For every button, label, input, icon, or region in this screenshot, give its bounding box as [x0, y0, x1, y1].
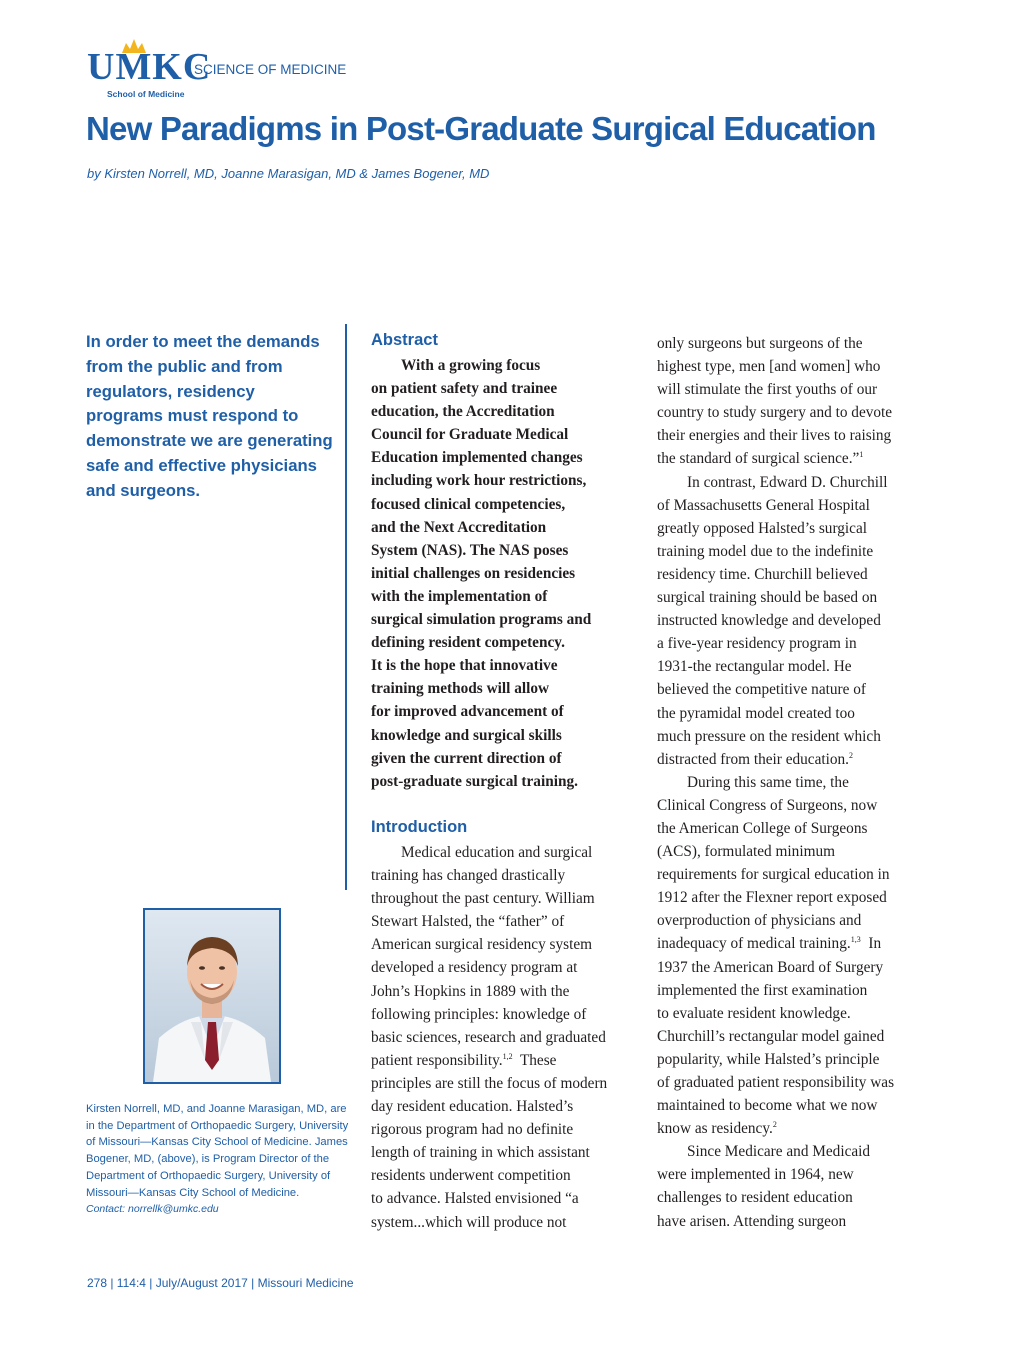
col3-line: instructed knowledge and developed — [657, 612, 881, 630]
intro-line: rigorous program had no definite — [371, 1121, 574, 1139]
intro-line: Medical education and surgical — [401, 844, 593, 861]
umkc-logo: UMKC — [87, 46, 212, 88]
col3-line: 1912 after the Flexner report exposed — [657, 889, 887, 907]
intro-line: John’s Hopkins in 1889 with the — [371, 982, 570, 1000]
col3-line: Clinical Congress of Surgeons, now — [657, 796, 878, 814]
abstract-line: Education implemented changes — [371, 449, 583, 467]
author-photo — [143, 908, 281, 1084]
abstract-heading: Abstract — [371, 331, 438, 349]
col3-line-text: know as residency. — [657, 1120, 773, 1138]
col3-line: much pressure on the resident which — [657, 727, 881, 745]
caption-contact: Contact: norrellk@umkc.edu — [86, 1203, 219, 1216]
abstract-line: knowledge and surgical skills — [371, 726, 562, 744]
citation-ref: 2 — [772, 1120, 777, 1130]
col3-line: country to study surgery and to devote — [657, 404, 893, 422]
col3-line: were implemented in 1964, new — [657, 1166, 854, 1184]
abstract-line: With a growing focus — [401, 357, 541, 374]
intro-line — [371, 1049, 607, 1072]
logo-school-label: School of Medicine — [107, 89, 185, 99]
col3-line: 1937 the American Board of Surgery — [657, 958, 884, 976]
col3-line: believed the competitive nature of — [657, 681, 866, 699]
abstract-line: and the Next Accreditation — [371, 518, 547, 536]
col3-line: (ACS), formulated minimum — [657, 843, 836, 861]
col3-line: residency time. Churchill believed — [657, 565, 868, 583]
abstract-line: education, the Accreditation — [371, 403, 555, 421]
introduction-heading: Introduction — [371, 818, 468, 836]
caption-text: Kirsten Norrell, MD, and Joanne Marasigan, MD, are in the Department of Orthopaedic Surgery, University of Missouri—Kansas City School of Medicine. James Bogener, MD, (above), is Program Director of the Department of Orthopaedic Surgery, University of Missouri—Kansas City School of Medicine. — [86, 1103, 349, 1199]
intro-line: developed a residency program at — [371, 959, 578, 977]
column-three — [657, 332, 894, 1233]
intro-line: residents underwent competition — [371, 1167, 571, 1185]
intro-line: American surgical residency system — [371, 936, 593, 954]
col3-line: During this same time, the — [687, 773, 849, 791]
col3-line: challenges to resident education — [657, 1189, 853, 1207]
citation-ref: 1,3 — [850, 935, 861, 945]
introduction-body — [371, 841, 607, 1234]
col3-line: their energies and their lives to raising — [657, 427, 892, 445]
col3-line: the American College of Surgeons — [657, 819, 868, 837]
abstract-line: Council for Graduate Medical — [371, 426, 569, 444]
page-footer: 278 | 114:4 | July/August 2017 | Missouri Medicine — [87, 1276, 354, 1290]
col3-line: In contrast, Edward D. Churchill — [687, 473, 888, 491]
col3-line: popularity, while Halsted’s principle — [657, 1050, 880, 1068]
citation-ref: 1 — [859, 450, 864, 460]
col3-line: Since Medicare and Medicaid — [687, 1143, 871, 1161]
abstract-line: initial challenges on residencies — [371, 564, 576, 582]
intro-line: training has changed drastically — [371, 867, 566, 885]
intro-line: day resident education. Halsted’s — [371, 1098, 574, 1116]
intro-line: length of training in which assistant — [371, 1144, 590, 1162]
intro-line-tail: These — [519, 1051, 557, 1069]
intro-line: throughout the past century. William — [371, 890, 595, 908]
photo-caption — [86, 1101, 354, 1218]
col3-line-text: inadequacy of medical training. — [657, 935, 851, 953]
col3-line — [657, 932, 894, 955]
col3-line: maintained to become what we now — [657, 1097, 878, 1115]
col3-line: will stimulate the first youths of our — [657, 381, 878, 399]
intro-line: principles are still the focus of modern — [371, 1074, 608, 1092]
col3-line: greatly opposed Halsted’s surgical — [657, 519, 868, 537]
col3-line: only surgeons but surgeons of the — [657, 335, 863, 352]
section-label: SCIENCE OF MEDICINE — [194, 62, 347, 77]
abstract-line: defining resident competency. — [371, 634, 565, 652]
intro-line: system...which will produce not — [371, 1213, 567, 1231]
abstract-line: for improved advancement of — [371, 703, 564, 721]
abstract-line: It is the hope that innovative — [371, 657, 558, 675]
col3-line — [657, 1117, 894, 1140]
citation-ref: 1,2 — [502, 1051, 513, 1061]
abstract-line: given the current direction of — [371, 749, 562, 767]
col3-line: the pyramidal model created too — [657, 704, 855, 722]
intro-line: to advance. Halsted envisioned “a — [371, 1190, 579, 1208]
col3-line: a five-year residency program in — [657, 635, 857, 653]
pull-quote: In order to meet the demands from the public and from regulators, residency programs must respond to demonstrate we are generating safe and effective physicians and surgeons. — [86, 332, 333, 500]
abstract-line: focused clinical competencies, — [371, 495, 566, 513]
col3-line: implemented the first examination — [657, 981, 868, 999]
col3-line: of graduated patient responsibility was — [657, 1074, 895, 1091]
col3-line: surgical training should be based on — [657, 589, 878, 607]
article-title: New Paradigms in Post-Graduate Surgical Education — [86, 110, 876, 147]
col3-line: 1931-the rectangular model. He — [657, 658, 852, 676]
col3-line: Churchill’s rectangular model gained — [657, 1027, 885, 1045]
abstract-line: surgical simulation programs and — [371, 611, 592, 629]
col3-line-tail: In — [868, 935, 882, 953]
col3-line-text: distracted from their education. — [657, 750, 849, 768]
intro-line-text: patient responsibility. — [371, 1051, 503, 1069]
byline: by Kirsten Norrell, MD, Joanne Marasigan, MD & James Bogener, MD — [87, 166, 490, 181]
col3-line: training model due to the indefinite — [657, 542, 874, 560]
abstract-line: including work hour restrictions, — [371, 472, 587, 490]
col3-line — [657, 748, 894, 771]
col3-line — [657, 447, 894, 470]
abstract-line: training methods will allow — [371, 680, 550, 698]
intro-line: basic sciences, research and graduated — [371, 1028, 606, 1046]
abstract-line: post-graduate surgical training. — [371, 772, 578, 790]
abstract-body — [371, 354, 591, 793]
intro-line: following principles: knowledge of — [371, 1005, 587, 1023]
citation-ref: 2 — [849, 750, 853, 760]
col3-line: of Massachusetts General Hospital — [657, 496, 870, 514]
col3-line: overproduction of physicians and — [657, 912, 862, 930]
abstract-line: with the implementation of — [371, 587, 548, 605]
col3-line: have arisen. Attending surgeon — [657, 1212, 847, 1230]
abstract-line: System (NAS). The NAS poses — [371, 541, 569, 559]
col3-line: requirements for surgical education in — [657, 866, 890, 884]
abstract-line: on patient safety and trainee — [371, 380, 558, 398]
col3-line-text: the standard of surgical science.” — [657, 450, 860, 468]
intro-line: Stewart Halsted, the “father” of — [371, 913, 565, 931]
col3-line: to evaluate resident knowledge. — [657, 1004, 851, 1022]
col3-line: highest type, men [and women] who — [657, 358, 881, 376]
author-portrait — [145, 910, 279, 1082]
column-divider — [345, 324, 347, 890]
